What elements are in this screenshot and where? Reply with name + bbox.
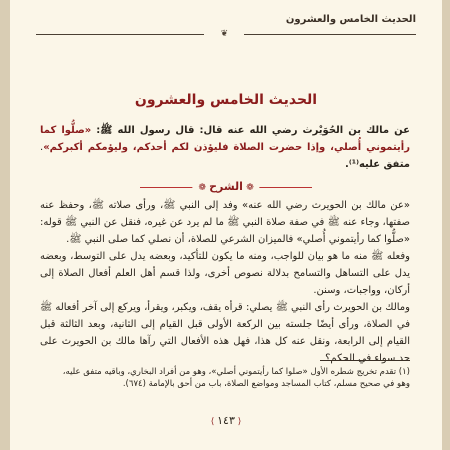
paragraph: «عن مالك بن الحويرث رضي الله عنه» وفد إلى النبي ﷺ، ورأى صلاته ﷺ، وحفظ عنه صفتها، وجاء عنه ﷺ في صفة صلاة النبي ﷺ ما لم يرد عن غيره، فنقل عن النبي ﷺ قوله: «صلُّوا كما رأيتموني أُصلي» فالميزان الشرعي للصلاة، أن نصلي كما صلى النبي ﷺ.: [40, 200, 410, 245]
sharh-heading: [192, 180, 259, 193]
book-page: [10, 0, 442, 450]
hadith-quote: «صلُّوا كما رأيتموني أُصلي، وإذا حضرت الصلاة فليؤذن لكم أحدكم، وليؤمكم أكبركم»: [40, 125, 410, 153]
ornament-icon: ⟩: [210, 417, 218, 427]
paragraph: وفعله ﷺ منه ما هو بيان للواجب، ومنه ما يكون للتأكيد، وبعضه يدل على التوسط، وبعضه يدل على التساهل والتسامح بدلالة نصوص أخرى، ولذا قسم أهل العلم أفعال الصلاة إلى أركان، وواجبات، وسنن.: [40, 251, 410, 296]
ornament-icon: ❁: [242, 183, 254, 193]
footnote: (١) تقدم تخريج شطره الأول «صلوا كما رأيتموني أصلي»، وهو من أفراد البخاري، وباقيه متفق عليه، وهو في صحيح مسلم، كتاب المساجد ومواضع الصلاة، باب من أحق بالإمامة (٦٧٤).: [62, 367, 410, 389]
running-head: الحديث الخامس والعشرون: [285, 14, 416, 25]
hadith-source: متفق عليه⁽¹⁾.: [345, 159, 410, 170]
sharh-body: [40, 197, 410, 367]
chapter-title: الحديث الخامس والعشرون: [134, 92, 318, 108]
hadith-text: عن مالك بن الحُوَيْرث رضي الله عنه قال: قال رسول الله ﷺ: «صلُّوا كما رأيتموني أُصلي، وإذا حضرت الصلاة فليؤذن لكم أحدكم، وليؤمكم أكبركم». متفق عليه⁽¹⁾.: [40, 125, 410, 170]
page-number: [10, 414, 442, 427]
footnote-rule: [320, 360, 410, 361]
paragraph: ومالك بن الحويرث رأى النبي ﷺ يصلي: قرأه يقف، ويكبر، ويقرأ، ويركع إلى آخر أفعاله ﷺ في الصلاة، ورأى أيضًا جلسته بين الركعة الأولى قبل القيام إلى الثانية، وبعد الثالثة قبل القيام إلى الرابعة، ونقل عنه كل هذا، فهل هذه الأفعال التي رآها مالك بن الحويرث على حد سواء في الحكم؟: [40, 302, 410, 364]
page-number-label: ١٤٣: [217, 414, 235, 427]
ornament-icon: ❁: [198, 183, 210, 193]
ornament-icon: ⟨: [234, 417, 242, 427]
sharh-heading-label: الشرح: [209, 180, 243, 193]
header-ornament-icon: ❦: [204, 30, 244, 38]
hadith-intro: عن مالك بن الحُوَيْرث رضي الله عنه قال: قال رسول الله ﷺ:: [91, 125, 410, 136]
sharh-divider: [140, 180, 312, 194]
